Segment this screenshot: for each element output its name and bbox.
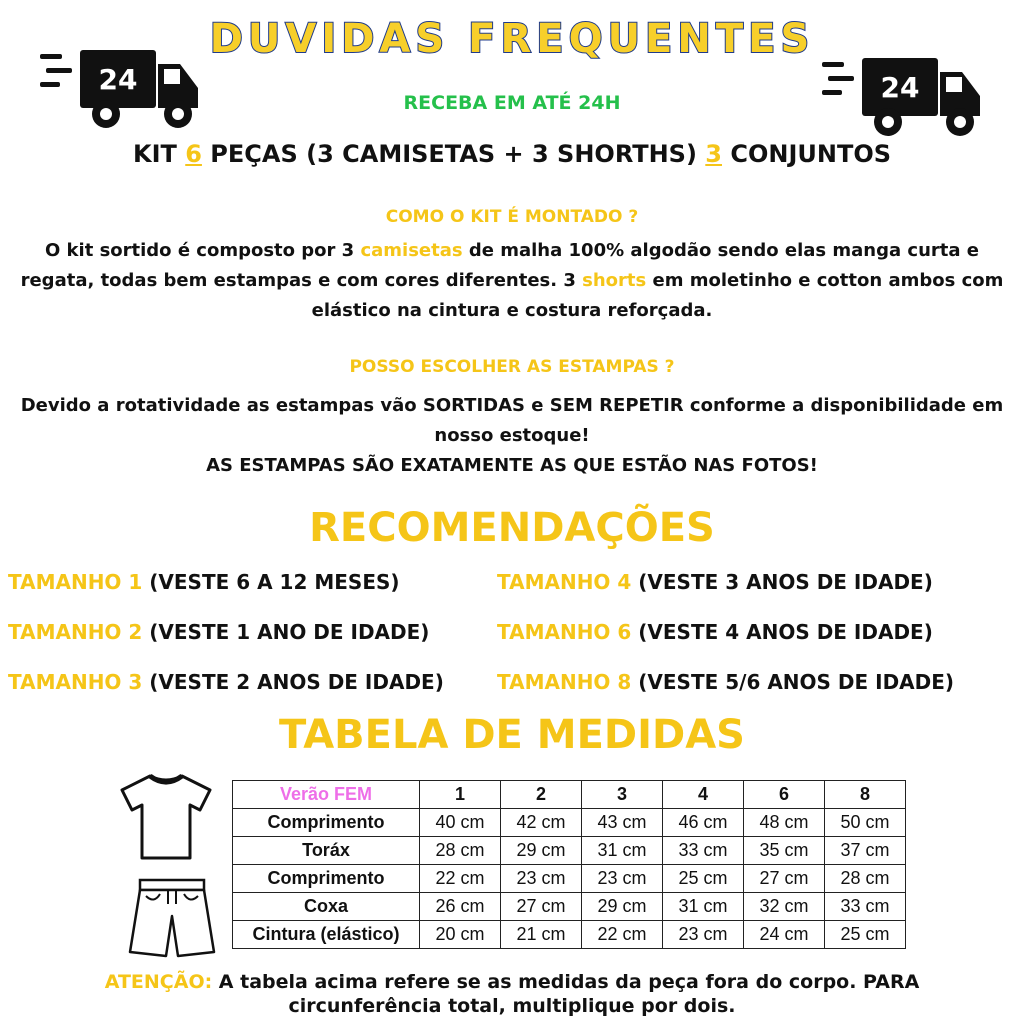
table-header-row <box>233 781 906 809</box>
table-row <box>233 809 906 837</box>
table-cell: Comprimento <box>233 865 420 893</box>
attention-label: ATENÇÃO: <box>104 971 213 993</box>
table-cell: 20 cm <box>420 921 501 949</box>
table-cell: 29 cm <box>582 893 663 921</box>
faq-answer-1: O kit sortido é composto por 3 camisetas de malha 100% algodão sendo elas manga curta e regata, todas bem estampas e com cores diferentes. 3 shorts em moletinho e cotton ambos com elástico na cintura e costura reforçada. <box>20 240 1004 321</box>
table-cell: 22 cm <box>420 865 501 893</box>
table-header-cell: Verão FEM <box>233 781 420 809</box>
table-cell: 24 cm <box>744 921 825 949</box>
table-cell: 25 cm <box>663 865 744 893</box>
table-cell: Cintura (elástico) <box>233 921 420 949</box>
attention-text: A tabela acima refere se as medidas da peça fora do corpo. PARA circunferência total, multiplique por dois. <box>212 971 920 1017</box>
table-cell: 35 cm <box>744 837 825 865</box>
table-cell: 32 cm <box>744 893 825 921</box>
shorts-icon <box>124 876 220 960</box>
faq-question-1: COMO O KIT É MONTADO ? <box>385 207 639 227</box>
recommendation-item: TAMANHO 6 (VESTE 4 ANOS DE IDADE) <box>497 620 933 644</box>
table-cell: 27 cm <box>744 865 825 893</box>
recommendation-item: TAMANHO 2 (VESTE 1 ANO DE IDADE) <box>8 620 430 644</box>
table-cell: Toráx <box>233 837 420 865</box>
truck-badge-left: 24 <box>98 63 138 96</box>
table-cell: 48 cm <box>744 809 825 837</box>
measurements-table <box>232 780 906 949</box>
faq-answer-2: Devido a rotatividade as estampas vão SORTIDAS e SEM REPETIR conforme a disponibilidade em nosso estoque! AS ESTAMPAS SÃO EXATAMENTE AS QUE ESTÃO NAS FOTOS! <box>20 395 1004 476</box>
recommendations-title: RECOMENDAÇÕES <box>309 505 715 551</box>
table-row <box>233 921 906 949</box>
table-cell: 50 cm <box>825 809 906 837</box>
table-cell: 33 cm <box>663 837 744 865</box>
table-cell: Coxa <box>233 893 420 921</box>
table-cell: 23 cm <box>501 865 582 893</box>
table-cell: 40 cm <box>420 809 501 837</box>
table-header-cell: 3 <box>582 781 663 809</box>
table-cell: 42 cm <box>501 809 582 837</box>
table-cell: 25 cm <box>825 921 906 949</box>
delivery-subtitle: RECEBA EM ATÉ 24H <box>403 92 621 114</box>
faq-question-2: POSSO ESCOLHER AS ESTAMPAS ? <box>349 357 675 377</box>
page-title: DUVIDAS FREQUENTES <box>209 16 815 62</box>
tshirt-icon <box>116 770 216 862</box>
table-cell: Comprimento <box>233 809 420 837</box>
table-cell: 33 cm <box>825 893 906 921</box>
table-header-cell: 2 <box>501 781 582 809</box>
kit-summary: KIT 6 PEÇAS (3 CAMISETAS + 3 SHORTHS) 3 CONJUNTOS <box>132 140 892 168</box>
recommendation-item: TAMANHO 1 (VESTE 6 A 12 MESES) <box>8 570 400 594</box>
kit-pieces-count: 6 <box>185 140 202 168</box>
table-cell: 23 cm <box>663 921 744 949</box>
table-header-cell: 6 <box>744 781 825 809</box>
recommendation-item: TAMANHO 8 (VESTE 5/6 ANOS DE IDADE) <box>497 670 955 694</box>
table-cell: 22 cm <box>582 921 663 949</box>
table-cell: 31 cm <box>663 893 744 921</box>
table-header-cell: 1 <box>420 781 501 809</box>
table-cell: 31 cm <box>582 837 663 865</box>
table-title: TABELA DE MEDIDAS <box>279 712 745 758</box>
table-cell: 46 cm <box>663 809 744 837</box>
attention-note <box>30 970 994 1018</box>
truck-badge-right: 24 <box>880 71 920 104</box>
table-cell: 26 cm <box>420 893 501 921</box>
table-cell: 28 cm <box>825 865 906 893</box>
table-cell: 23 cm <box>582 865 663 893</box>
table-cell: 28 cm <box>420 837 501 865</box>
table-cell: 37 cm <box>825 837 906 865</box>
recommendation-item: TAMANHO 3 (VESTE 2 ANOS DE IDADE) <box>8 670 444 694</box>
table-row <box>233 837 906 865</box>
table-row <box>233 865 906 893</box>
table-cell: 27 cm <box>501 893 582 921</box>
table-header-cell: 8 <box>825 781 906 809</box>
table-cell: 43 cm <box>582 809 663 837</box>
recommendation-item: TAMANHO 4 (VESTE 3 ANOS DE IDADE) <box>497 570 933 594</box>
table-cell: 29 cm <box>501 837 582 865</box>
kit-sets-count: 3 <box>705 140 722 168</box>
table-header-cell: 4 <box>663 781 744 809</box>
table-cell: 21 cm <box>501 921 582 949</box>
table-row <box>233 893 906 921</box>
